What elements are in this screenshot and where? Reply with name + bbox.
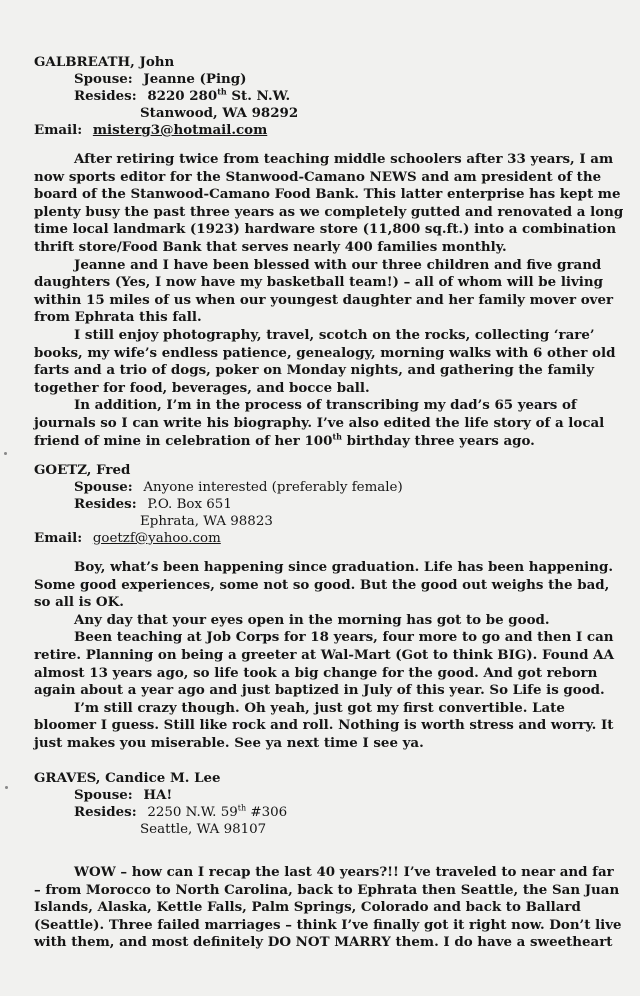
address-street: #306 [246, 805, 288, 820]
address-number: 2250 N.W. 59 [147, 805, 238, 820]
entry-graves [34, 770, 624, 952]
entry-galbreath [34, 54, 624, 450]
paragraph-text-end: birthday three years ago. [341, 432, 535, 449]
resides-label: Resides: [74, 88, 137, 104]
spouse-label: Spouse: [74, 479, 133, 495]
spouse-value: HA! [143, 787, 173, 803]
spouse-value: Jeanne (Ping) [143, 71, 247, 87]
email-line [34, 530, 624, 547]
spouse-line [34, 71, 624, 88]
resides-label: Resides: [74, 804, 137, 820]
entry-goetz [34, 462, 624, 753]
paragraph: WOW – how can I recap the last 40 years?!! I’ve traveled to near and far – from Morocco to North Carolina, back to Ephrata then Seattle, the San Juan Islands, Alaska, Kettle Falls, Palm Springs, Colorado and back to Ballard (Seattle). Three failed marriages – think I’ve finally got it right now. Don’t live with them, and most definitely DO NOT MARRY them. I do have a sweetheart [34, 864, 622, 951]
resides-line [34, 88, 624, 105]
paragraph: After retiring twice from teaching middle schoolers after 33 years, I am now sports editor for the Stanwood-Camano NEWS and am president of the board of the Stanwood-Camano Food Bank. This latter enterprise has kept me plenty busy the past three years as we completely gutted and renovated a long time local landmark (1923) hardware store (11,800 sq.ft.) into a combination thrift store/Food Bank that serves nearly 400 families monthly. [34, 151, 624, 255]
address-suffix: th [237, 803, 247, 813]
spouse-value: Anyone interested (preferably female) [143, 480, 403, 495]
paragraph [34, 397, 624, 450]
paragraph: I’m still crazy though. Oh yeah, just got my first convertible. Late bloomer I guess. Still like rock and roll. Nothing is worth stress and worry. It just makes you miserable. See ya next time I see ya. [34, 699, 614, 751]
address-line-2: Stanwood, WA 98292 [140, 105, 299, 121]
address-line-1 [147, 88, 290, 104]
entry-name: GRAVES, Candice M. Lee [34, 770, 221, 786]
address-suffix: th [217, 86, 227, 97]
entry-name: GALBREATH, John [34, 54, 175, 70]
resides-line [34, 496, 624, 513]
spouse-label: Spouse: [74, 787, 133, 803]
resides-label: Resides: [74, 496, 137, 512]
paragraph: Been teaching at Job Corps for 18 years, four more to go and then I can retire. Planning on being a greeter at Wal-Mart (Got to think BIG). Found AA almost 13 years ago, so life took a big change for the good. And got reborn again about a year ago and just baptized in July of this year. So Life is good. [34, 629, 614, 699]
paragraph: I still enjoy photography, travel, scotch on the rocks, collecting ‘rare’ books, my wife’s endless patience, genealogy, morning walks with 6 other old farts and a trio of dogs, poker on Monday nights, and gathering the family together for food, beverages, and bocce ball. [34, 326, 616, 396]
paragraph: Any day that your eyes open in the morning has got to be good. [74, 611, 550, 628]
paragraph-text: In addition, I’m in the process of transcribing my dad’s 65 years of journals so I can write his biography. I’ve also edited the life story of a local friend of mine in celebration of her 100 [34, 397, 605, 449]
address-line-2: Ephrata, WA 98823 [140, 514, 273, 529]
paragraph: Jeanne and I have been blessed with our three children and five grand daughters (Yes, I now have my basketball team!) – all of whom will be living within 15 miles of us when our youngest daughter and her family mover over from Ephrata this fall. [34, 256, 614, 326]
email-label: Email: [34, 530, 83, 546]
resides-line [34, 804, 624, 821]
address-street: St. N.W. [226, 88, 291, 104]
address-line-1 [147, 805, 287, 820]
scan-speck [5, 786, 8, 789]
address-line-1: P.O. Box 651 [147, 497, 232, 512]
spouse-line [34, 787, 624, 804]
address-line-2: Seattle, WA 98107 [140, 822, 267, 837]
paragraph: Boy, what’s been happening since graduation. Life has been happening. Some good experiences, some not so good. But the good out weighs the bad, so all is OK. [34, 559, 614, 611]
ordinal-suffix: th [332, 431, 342, 442]
email-link[interactable]: goetzf@yahoo.com [92, 531, 221, 546]
spouse-label: Spouse: [74, 71, 133, 87]
email-link[interactable]: misterg3@hotmail.com [92, 122, 268, 138]
spouse-line [34, 479, 624, 496]
scan-speck [4, 452, 7, 455]
email-line [34, 122, 624, 139]
entry-name: GOETZ, Fred [34, 462, 131, 478]
email-label: Email: [34, 122, 83, 138]
address-number: 8220 280 [147, 88, 218, 104]
